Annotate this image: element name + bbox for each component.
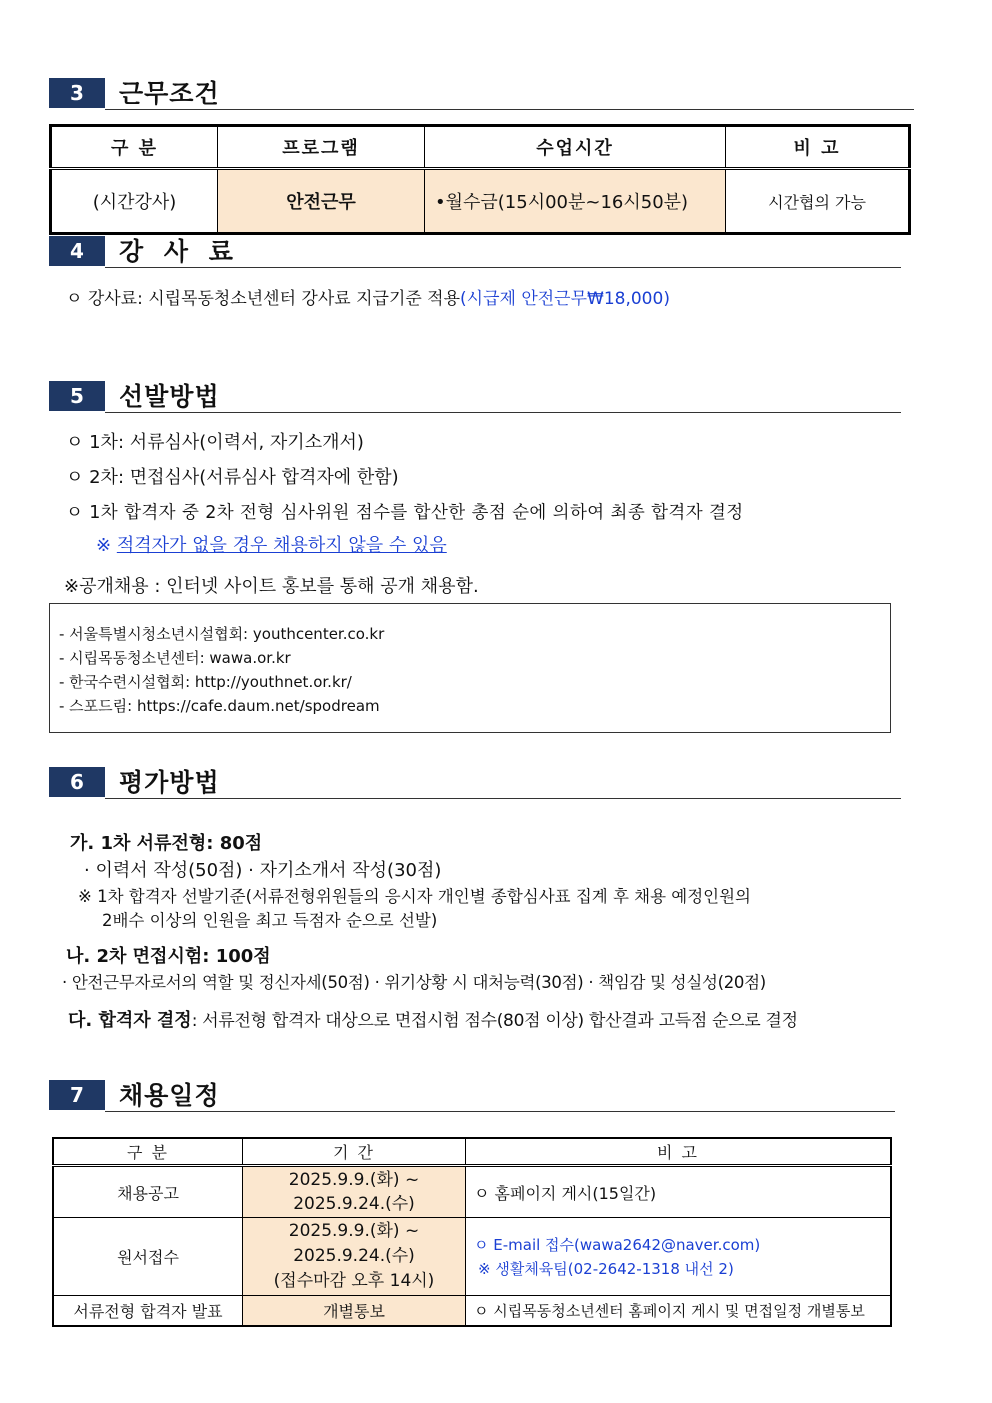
table-row [53,1296,891,1326]
section-rule [105,798,901,799]
table-header: 비 고 [726,126,910,169]
note-mark: ※ [96,535,117,556]
section-title: 강 사 료 [119,237,239,266]
section-title: 선발방법 [119,382,220,411]
section-7-header [49,1080,895,1110]
table-cell: 원서접수 [53,1218,243,1296]
section-6-header [49,767,901,797]
eval-a-title: 가. 1차 서류전형: 80점 [70,833,263,854]
note-text: 적격자가 없을 경우 채용하지 않을 수 있음 [116,535,447,556]
section-4-header [49,236,901,266]
contact-note: ※ 생활체육팀(02-2642-1318 내선 2) [478,1259,734,1278]
section-rule [105,109,914,110]
table-header: 구 분 [51,126,218,169]
section-number: 6 [49,767,105,797]
site-list-box [49,603,891,733]
eval-b-item: · 안전근무자로서의 역할 및 정신자세(50점) · 위기상황 시 대처능력(30점) · 책임감 및 성실성(20점) [62,973,766,992]
period-start: 2025.9.9.(화) ~ [288,1170,420,1190]
table-row [51,169,910,234]
work-conditions-table [49,124,911,235]
section-title: 채용일정 [119,1081,220,1110]
fee-rate: (시급제 안전근무₩18,000) [460,289,670,309]
table-row [53,1218,891,1296]
list-item: ㅇ 2차: 면접심사(서류심사 합격자에 한함) [66,467,399,488]
fee-text: ㅇ 강사료: 시립목동청소년센터 강사료 지급기준 적용 [66,289,461,309]
section-number: 4 [49,236,105,266]
period-cell [243,1218,466,1296]
section-title: 근무조건 [119,79,220,108]
eval-a-item: · 이력서 작성(50점) · 자기소개서 작성(30점) [84,860,442,881]
table-header: 구 분 [53,1138,243,1166]
table-cell: ㅇ 시립목동청소년센터 홈페이지 게시 및 면접일정 개별통보 [466,1296,892,1326]
table-header: 수업시간 [425,126,726,169]
table-cell: 채용공고 [53,1166,243,1218]
section-number: 3 [49,78,105,108]
section-rule [105,267,901,268]
table-header: 기 간 [243,1138,466,1166]
note-cell [466,1218,892,1296]
eval-c-text: : 서류전형 합격자 대상으로 면접시험 점수(80점 이상) 합산결과 고득점 순으로 결정 [191,1011,798,1031]
section-5-header [49,381,901,411]
period-start: 2025.9.9.(화) ~ [288,1221,420,1241]
section-rule [105,412,901,413]
period-cell [243,1166,466,1218]
email-note: ㅇ E-mail 접수(wawa2642@naver.com) [474,1235,761,1254]
list-item: ㅇ 1차: 서류심사(이력서, 자기소개서) [66,432,364,453]
section-number: 5 [49,381,105,411]
public-recruit-text: ※공개채용 : 인터넷 사이트 홍보를 통해 공개 채용함. [64,576,479,597]
section-3-header [49,78,914,108]
site-item: - 한국수련시설협회: http://youthnet.or.kr/ [59,673,352,691]
table-row [53,1166,891,1218]
eval-c-line [68,1006,798,1032]
list-item: ㅇ 1차 합격자 중 2차 전형 심사위원 점수를 합산한 총점 순에 의하여 최종 합격자 결정 [66,503,744,523]
table-cell: 서류전형 합격자 발표 [53,1296,243,1326]
period-deadline: (접수마감 오후 14시) [273,1271,435,1291]
eval-b-title: 나. 2차 면접시험: 100점 [66,946,271,967]
section-title: 평가방법 [119,768,220,797]
table-header: 비 고 [466,1138,892,1166]
table-cell: ㅇ 홈페이지 게시(15일간) [466,1166,892,1218]
lecture-fee-line [66,284,670,309]
note-line [96,531,447,557]
period-end: 2025.9.24.(수) [293,1194,415,1214]
eval-a-note-cont: 2배수 이상의 인원을 최고 득점자 순으로 선발) [102,911,438,930]
site-item: - 스포드림: https://cafe.daum.net/spodream [59,697,380,715]
table-header: 프로그램 [218,126,425,169]
section-number: 7 [49,1080,105,1110]
eval-c-title: 다. 합격자 결정 [68,1010,192,1031]
table-cell: (시간강사) [51,169,218,234]
table-cell: 안전근무 [218,169,425,234]
section-rule [105,1111,895,1112]
period-end: 2025.9.24.(수) [293,1246,415,1266]
table-cell: 시간협의 가능 [726,169,910,234]
site-item: - 서울특별시청소년시설협회: youthcenter.co.kr [59,625,385,643]
table-cell: •월수금(15시00분~16시50분) [425,169,726,234]
eval-a-note: ※ 1차 합격자 선발기준(서류전형위원들의 응시자 개인별 종합심사표 집계 후 채용 예정인원의 [78,887,751,906]
schedule-table [52,1137,892,1327]
table-cell: 개별통보 [243,1296,466,1326]
site-item: - 시립목동청소년센터: wawa.or.kr [59,649,291,667]
